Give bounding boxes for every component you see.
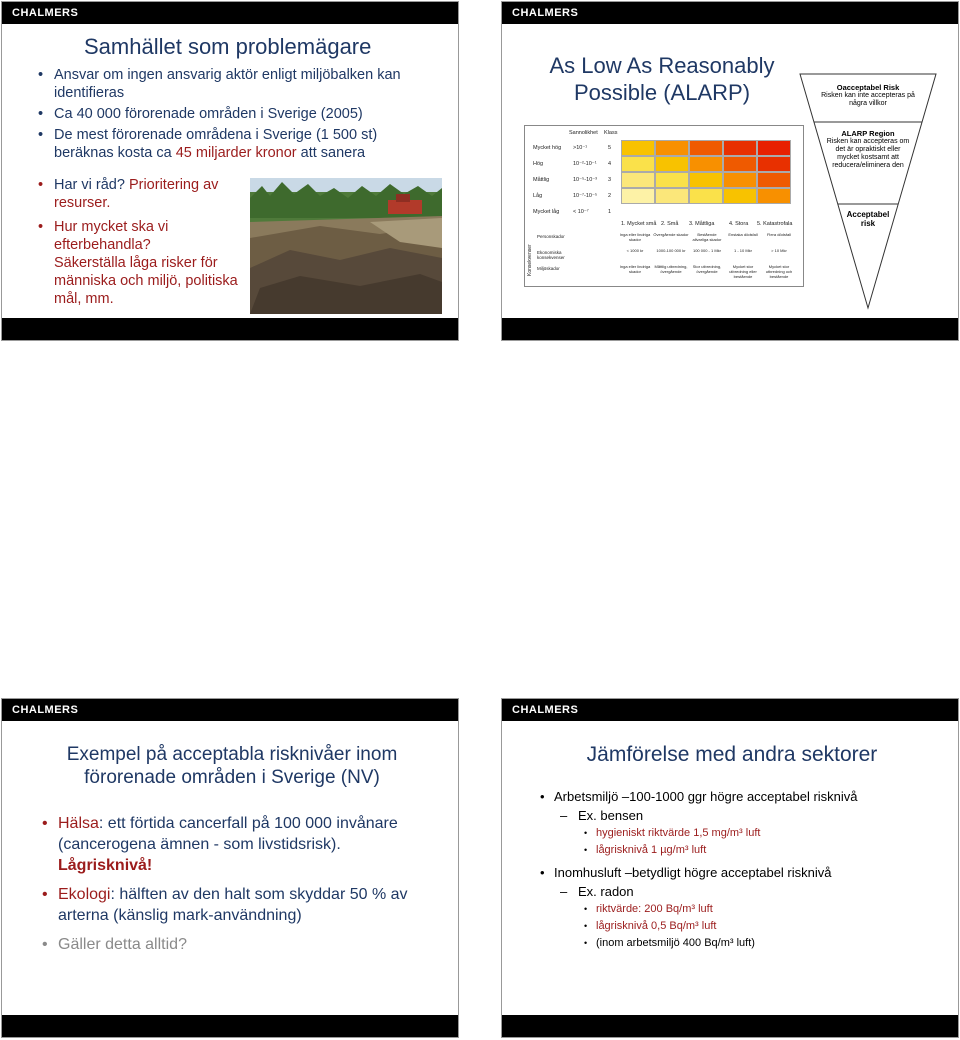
bullet-subtext: Säkerställa låga risker för människa och miljö, politiska mål, mm. <box>54 255 238 307</box>
footer-bar <box>502 1015 958 1037</box>
outline-example: – Ex. bensen <box>538 807 948 824</box>
bullet-item: • Ca 40 000 förorenade områden i Sverige (2005) <box>38 105 438 123</box>
excavation-image <box>250 178 442 314</box>
bullet-item <box>38 126 438 162</box>
risk-cell <box>689 172 723 188</box>
region-text: Risken kan inte accepteras på några villkor <box>821 92 915 107</box>
consequence-row-label: Ekonomiska konsekvenser <box>537 250 565 260</box>
footer-bar <box>2 318 458 340</box>
bullet-list <box>38 66 438 165</box>
risk-cell <box>655 188 689 204</box>
risk-cell <box>621 156 655 172</box>
outline-subitem: • (inom arbetsmiljö 400 Bq/m³ luft) <box>538 936 948 951</box>
bullet-keyword: Ekologi <box>58 886 111 903</box>
class-header: Klass <box>604 130 618 136</box>
consequence-label: 4. Stora <box>729 221 749 227</box>
chalmers-header: CHALMERS <box>502 2 958 24</box>
risk-cell <box>723 172 757 188</box>
consequence-cell: 100 000 - 1 Mkr <box>692 248 721 253</box>
chalmers-header: CHALMERS <box>502 699 958 721</box>
consequence-axis-label: Konsekvenser <box>527 244 533 276</box>
consequence-cell: Stor utbredning, övergående <box>692 264 722 274</box>
consequence-cell: Mycket stor utbredning eller bestående <box>729 264 757 279</box>
bullet-text: Prioritering av resurser. <box>54 177 219 211</box>
consequence-cell: Inga eller lindriga skador <box>619 264 651 274</box>
class-value: 1 <box>608 209 612 215</box>
bullet-item <box>38 218 248 308</box>
bullet-text: Hur mycket ska vi efterbehandla? <box>54 219 169 253</box>
outline-item: • Arbetsmiljö –100-1000 ggr högre acceptabel risknivå <box>538 788 948 805</box>
consequence-cell: < 1000 kr <box>626 248 644 253</box>
risk-matrix <box>524 125 804 287</box>
prob-value: >10⁻¹ <box>573 145 588 151</box>
outline-subitem: • hygieniskt riktvärde 1,5 mg/m³ luft <box>538 826 948 841</box>
slide-title: Samhället som problemägare <box>84 34 372 59</box>
prob-row-label: Låg <box>533 193 543 199</box>
risk-cell <box>757 140 791 156</box>
excavation-photo <box>250 178 442 314</box>
bullet-item: • Gäller detta alltid? <box>42 934 432 955</box>
bullet-text: : ett förtida cancerfall på 100 000 invånare (cancerogena ämnen - som livstidsrisk). <box>58 815 398 853</box>
risk-cell <box>757 156 791 172</box>
bullet-list-secondary <box>38 176 248 314</box>
slide-exempel <box>1 698 459 1038</box>
risk-cell <box>689 140 723 156</box>
bullet-item <box>38 176 248 212</box>
bullet-keyword: Hälsa <box>58 815 99 832</box>
slide-alarp <box>501 1 959 341</box>
consequence-cell: Enstaka dödsfall <box>728 232 758 237</box>
footer-bar <box>2 1015 458 1037</box>
bullet-text: att sanera <box>296 145 366 161</box>
outline-item: • Inomhusluft –betydligt högre acceptabel risknivå <box>538 864 948 881</box>
bullet-item: • Ansvar om ingen ansvarig aktör enligt miljöbalken kan identifieras <box>38 66 438 102</box>
risk-cell <box>655 140 689 156</box>
consequence-cell: Mycket stor utbredning och bestående <box>765 264 793 279</box>
class-value: 4 <box>608 161 612 167</box>
risk-cell <box>723 188 757 204</box>
risk-cell <box>621 172 655 188</box>
risk-cell <box>689 156 723 172</box>
chalmers-header: CHALMERS <box>2 2 458 24</box>
slide-samhallet <box>1 1 459 341</box>
bullet-text: De mest förorenade områdena i Sverige (1 500 st) beräknas kosta ca <box>54 127 378 161</box>
outline-subitem: • riktvärde: 200 Bq/m³ luft <box>538 902 948 917</box>
class-value: 2 <box>608 193 612 199</box>
prob-row-label: Mycket hög <box>533 145 562 151</box>
risk-cell <box>621 140 655 156</box>
triangle-bottom-region: Acceptabel risk <box>846 210 890 228</box>
alarp-triangle <box>798 72 938 312</box>
region-text: Risken kan accepteras om det är opraktiskt eller mycket kostsamt att reducera/eliminera den <box>826 138 910 169</box>
slide-jamforelse <box>501 698 959 1038</box>
prob-value: 10⁻⁵-10⁻³ <box>573 177 597 183</box>
consequence-label: 2. Små <box>661 221 679 227</box>
bullet-emphasis: Lågrisknivå! <box>58 857 153 874</box>
slide-title: Exempel på acceptabla risknivåer inom förorenade områden i Sverige (NV) <box>66 744 398 788</box>
slide-title: As Low As Reasonably Possible (ALARP) <box>549 53 775 105</box>
footer-bar <box>502 318 958 340</box>
class-value: 3 <box>608 177 612 183</box>
outline-subitem: • lågrisknivå 0,5 Bq/m³ luft <box>538 919 948 934</box>
consequence-cell: Flera dödsfall <box>766 232 791 237</box>
prob-row-label: Mycket låg <box>533 209 560 215</box>
comparison-outline <box>538 785 948 951</box>
prob-row-label: Måttlig <box>533 177 550 183</box>
risk-cell <box>621 188 655 204</box>
bullet-text: Har vi råd? <box>54 177 129 193</box>
consequence-label: 1. Mycket små <box>621 221 657 227</box>
risk-cell <box>655 172 689 188</box>
bullet-text: : hälften av den halt som skyddar 50 % av arterna (känslig mark-användning) <box>58 886 408 924</box>
outline-subitem: • lågrisknivå 1 µg/m³ luft <box>538 843 948 858</box>
consequence-cell: Måttlig utbredning, övergående <box>654 264 688 274</box>
risk-cell <box>689 188 723 204</box>
prob-header: Sannolikhet <box>569 130 598 136</box>
consequence-cell: Inga eller lindriga skador <box>619 232 651 242</box>
risk-cell <box>757 172 791 188</box>
region-title: ALARP Region <box>841 129 895 138</box>
bullet-item <box>42 884 432 926</box>
consequence-label: 3. Måttliga <box>689 221 715 227</box>
risk-cell <box>723 140 757 156</box>
prob-row-label: Hög <box>533 161 544 167</box>
risk-cell <box>757 188 791 204</box>
bullet-list <box>42 813 432 963</box>
consequence-cell: Bestående allvarliga skador <box>692 232 722 242</box>
risk-cell <box>655 156 689 172</box>
slide-title: Jämförelse med andra sektorer <box>586 743 878 766</box>
consequence-row-label: Miljöskador <box>537 266 560 271</box>
triangle-top-region <box>818 84 918 108</box>
region-title: Oacceptabel Risk <box>836 83 900 92</box>
prob-value: 10⁻²-10⁻¹ <box>573 161 597 167</box>
cost-amount: 45 miljarder kronor <box>175 145 297 161</box>
consequence-cell: Övergående skador <box>653 232 689 237</box>
triangle-mid-region <box>826 130 910 170</box>
outline-example: – Ex. radon <box>538 883 948 900</box>
bullet-item <box>42 813 432 876</box>
consequence-cell: 1000-100 000 kr <box>656 248 686 253</box>
chalmers-header: CHALMERS <box>2 699 458 721</box>
consequence-row-label: Personskador <box>537 234 565 239</box>
consequence-cell: > 10 Mkr <box>771 248 787 253</box>
consequence-cell: 1 - 10 Mkr <box>733 248 752 253</box>
consequence-label: 5. Katastrofala <box>757 221 793 227</box>
risk-cell <box>723 156 757 172</box>
prob-value: 10⁻⁷-10⁻⁵ <box>573 193 598 199</box>
prob-value: < 10⁻⁷ <box>573 209 589 215</box>
class-value: 5 <box>608 145 612 151</box>
